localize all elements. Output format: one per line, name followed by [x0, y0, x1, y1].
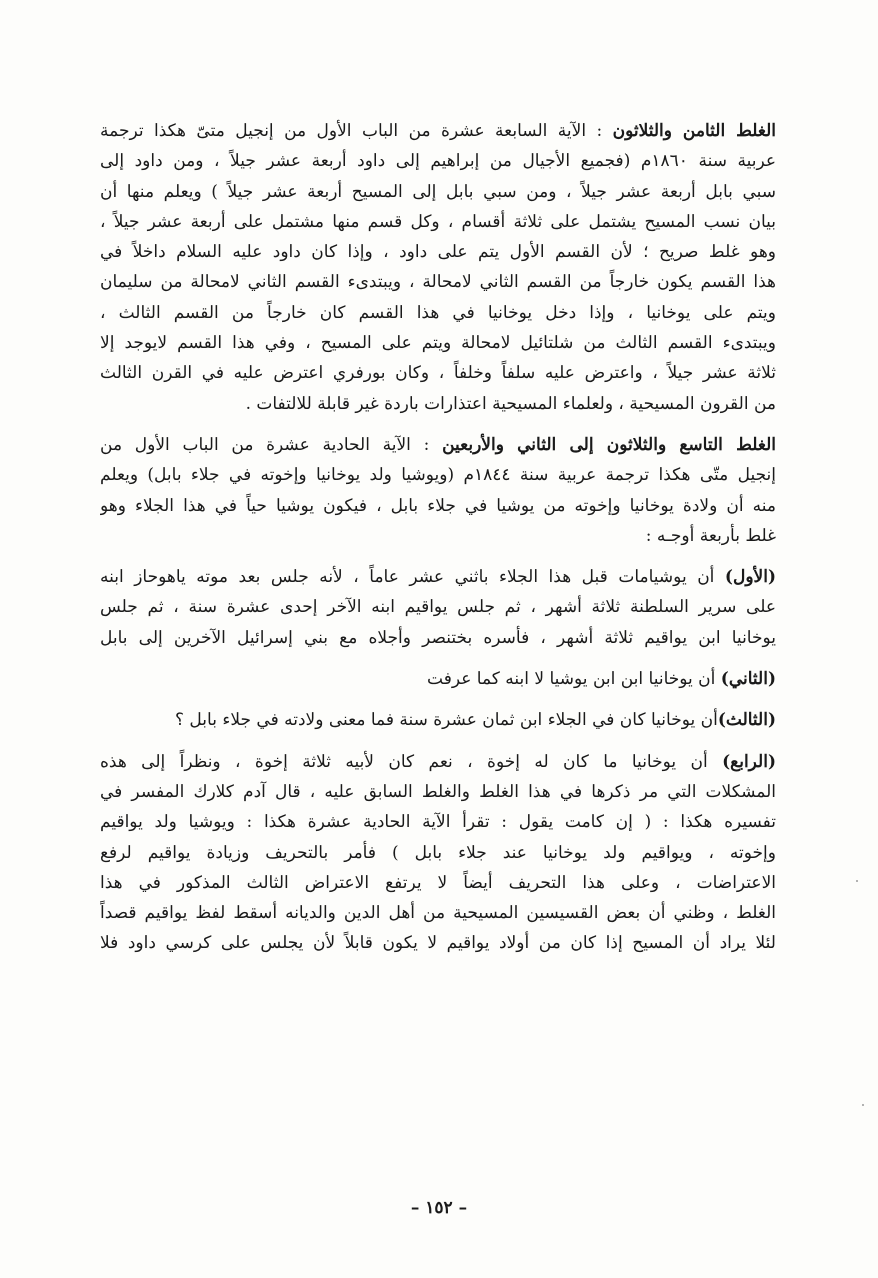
line-text: وإخوته ، ويواقيم ولد يوخانيا عند جلاء بابل ) فأمر بالتحريف وزيادة يواقيم لرفع — [100, 842, 776, 863]
text-line — [100, 267, 776, 297]
text-line — [100, 868, 776, 898]
text-line — [100, 705, 776, 735]
line-text: أن يوخانيا ما كان له إخوة ، نعم كان لأبيه ثلاثة إخوة ، ونظراً إلى هذه — [100, 751, 723, 772]
line-text: بيان نسب المسيح يشتمل على ثلاثة أقسام ، وكل قسم منها مشتمل على أربعة عشر جيلاً ، — [100, 211, 776, 232]
text-line — [100, 777, 776, 807]
text-line — [100, 521, 776, 551]
text-line — [100, 898, 776, 928]
paragraph-gap — [100, 694, 776, 705]
reason-label: (الثاني) — [720, 669, 776, 690]
line-text: أن يوخانيا ابن ابن يوشيا لا ابنه كما عرفت — [427, 669, 721, 690]
text-line — [100, 389, 776, 419]
text-line — [100, 146, 776, 176]
section-heading: الغلط الثامن والثلاثون — [612, 121, 776, 141]
line-text: المشكلات التي مر ذكرها في هذا الغلط والغلط السابق عليه ، قال آدم كلارك المفسر في — [100, 781, 776, 802]
paragraph-gap — [100, 419, 776, 430]
line-text: سبي بابل أربعة عشر جيلاً ، ومن سبي بابل إلى المسيح أربعة عشر جيلاً ) ويعلم منها أن — [100, 181, 776, 202]
line-text: الغلط ، وظني أن بعض القسيسين المسيحية من أهل الدين والديانه أسقط لفظ يواقيم قصداً — [100, 903, 776, 924]
text-line — [100, 807, 776, 837]
text-line — [100, 430, 776, 460]
reason-label: (الرابع) — [722, 751, 776, 772]
line-text: أن يوخانيا كان في الجلاء ابن ثمان عشرة سنة فما معنى ولادته في جلاء بابل ؟ — [175, 710, 718, 731]
line-text: منه أن ولادة يوخانيا وإخوته من يوشيا في جلاء بابل ، فيكون يوشيا حياً في هذا الجلاء وهو — [100, 495, 776, 516]
line-text: عربية سنة ١٨٦٠م (فجميع الأجيال من إبراهيم إلى داود أربعة عشر جيلاً ، ومن داود إلى — [100, 151, 776, 172]
text-line — [100, 207, 776, 237]
reason-label: (الثالث) — [717, 710, 776, 731]
text-line — [100, 928, 776, 958]
line-text: وهو غلط صريح ؛ لأن القسم الأول يتم على داود ، وإذا كان داود عليه السلام داخلاً في — [100, 242, 776, 263]
line-text: يوخانيا ابن يواقيم ثلاثة أشهر ، فأسره بختنصر وأجلاه مع بني إسرائيل الآخرين إلى بابل — [100, 627, 776, 648]
text-line — [100, 460, 776, 490]
text-line — [100, 491, 776, 521]
paragraph-fourth-reason — [100, 747, 776, 959]
text-line — [100, 592, 776, 622]
text-line — [100, 838, 776, 868]
paragraph-first-reason — [100, 562, 776, 653]
line-text: لئلا يراد أن المسيح إذا كان من أولاد يواقيم لا يكون قابلاً لأن يجلس على كرسي داود فلا — [100, 933, 776, 954]
line-text: : الآية الحادية عشرة من الباب الأول من — [100, 434, 443, 455]
text-line — [100, 298, 776, 328]
text-line — [100, 562, 776, 592]
page-number: – ١٥٢ – — [410, 1198, 468, 1218]
line-text: ثلاثة عشر جيلاً ، واعترض عليه سلفاً وخلفاً ، وكان بورفري اعترض عليه في القرن الثالث — [100, 363, 776, 384]
line-text: ويتم على يوخانيا ، وإذا دخل يوخانيا في هذا القسم كان خارجاً من القسم الثالث ، — [100, 302, 776, 323]
text-line — [100, 177, 776, 207]
reason-label: (الأول) — [724, 567, 776, 588]
paragraph-gap — [100, 736, 776, 747]
text-line — [100, 664, 776, 694]
text-line — [100, 747, 776, 777]
line-text: الاعتراضات ، وعلى هذا التحريف أيضاً لا يرتفع الاعتراض الثالث المذكور في هذا — [100, 872, 776, 893]
scan-speck — [862, 1104, 864, 1106]
line-text: على سرير السلطنة ثلاثة أشهر ، ثم جلس يواقيم ابنه الآخر إحدى عشرة سنة ، ثم جلس — [100, 597, 776, 618]
line-text: أن يوشيامات قبل هذا الجلاء باثني عشر عاماً ، لأنه جلس بعد موته ياهوحاز ابنه — [100, 567, 725, 588]
paragraph-second-reason — [100, 664, 776, 694]
line-text: غلط بأربعة أوجـه : — [645, 525, 776, 546]
text-line — [100, 358, 776, 388]
line-text: تفسيره هكذا : ( إن كامت يقول : تقرأ الآية الحادية عشرة هكذا : ويوشيا ولد يواقيم — [100, 812, 776, 833]
line-text: هذا القسم يكون خارجاً من القسم الثاني لامحالة ، ويبتدىء القسم الثاني لامحالة من سليمان — [100, 272, 776, 293]
paragraph-error-39-42 — [100, 430, 776, 551]
text-line — [100, 116, 776, 146]
paragraph-third-reason — [100, 705, 776, 735]
text-line — [100, 623, 776, 653]
paragraph-gap — [100, 653, 776, 664]
line-text: : الآية السابعة عشرة من الباب الأول من إنجيل متىّ هكذا ترجمة — [100, 121, 613, 141]
line-text: ويبتدىء القسم الثالث من شلتائيل لامحالة ويتم على المسيح ، وفي هذا القسم لايوجد إلا — [100, 333, 776, 354]
text-line — [100, 237, 776, 267]
line-text: من القرون المسيحية ، ولعلماء المسيحية اعتذارات باردة غير قابلة للالتفات . — [245, 393, 776, 414]
paragraph-gap — [100, 551, 776, 562]
text-line — [100, 328, 776, 358]
paragraph-error-38 — [100, 116, 776, 419]
section-heading: الغلط التاسع والثلاثون إلى الثاني والأربعين — [442, 434, 776, 455]
line-text: إنجيل متّى هكذا ترجمة عربية سنة ١٨٤٤م (ويوشيا ولد يوخانيا وإخوته في جلاء بابل) ويعلم — [100, 465, 776, 486]
scan-speck — [856, 880, 858, 882]
page-body — [100, 116, 776, 959]
